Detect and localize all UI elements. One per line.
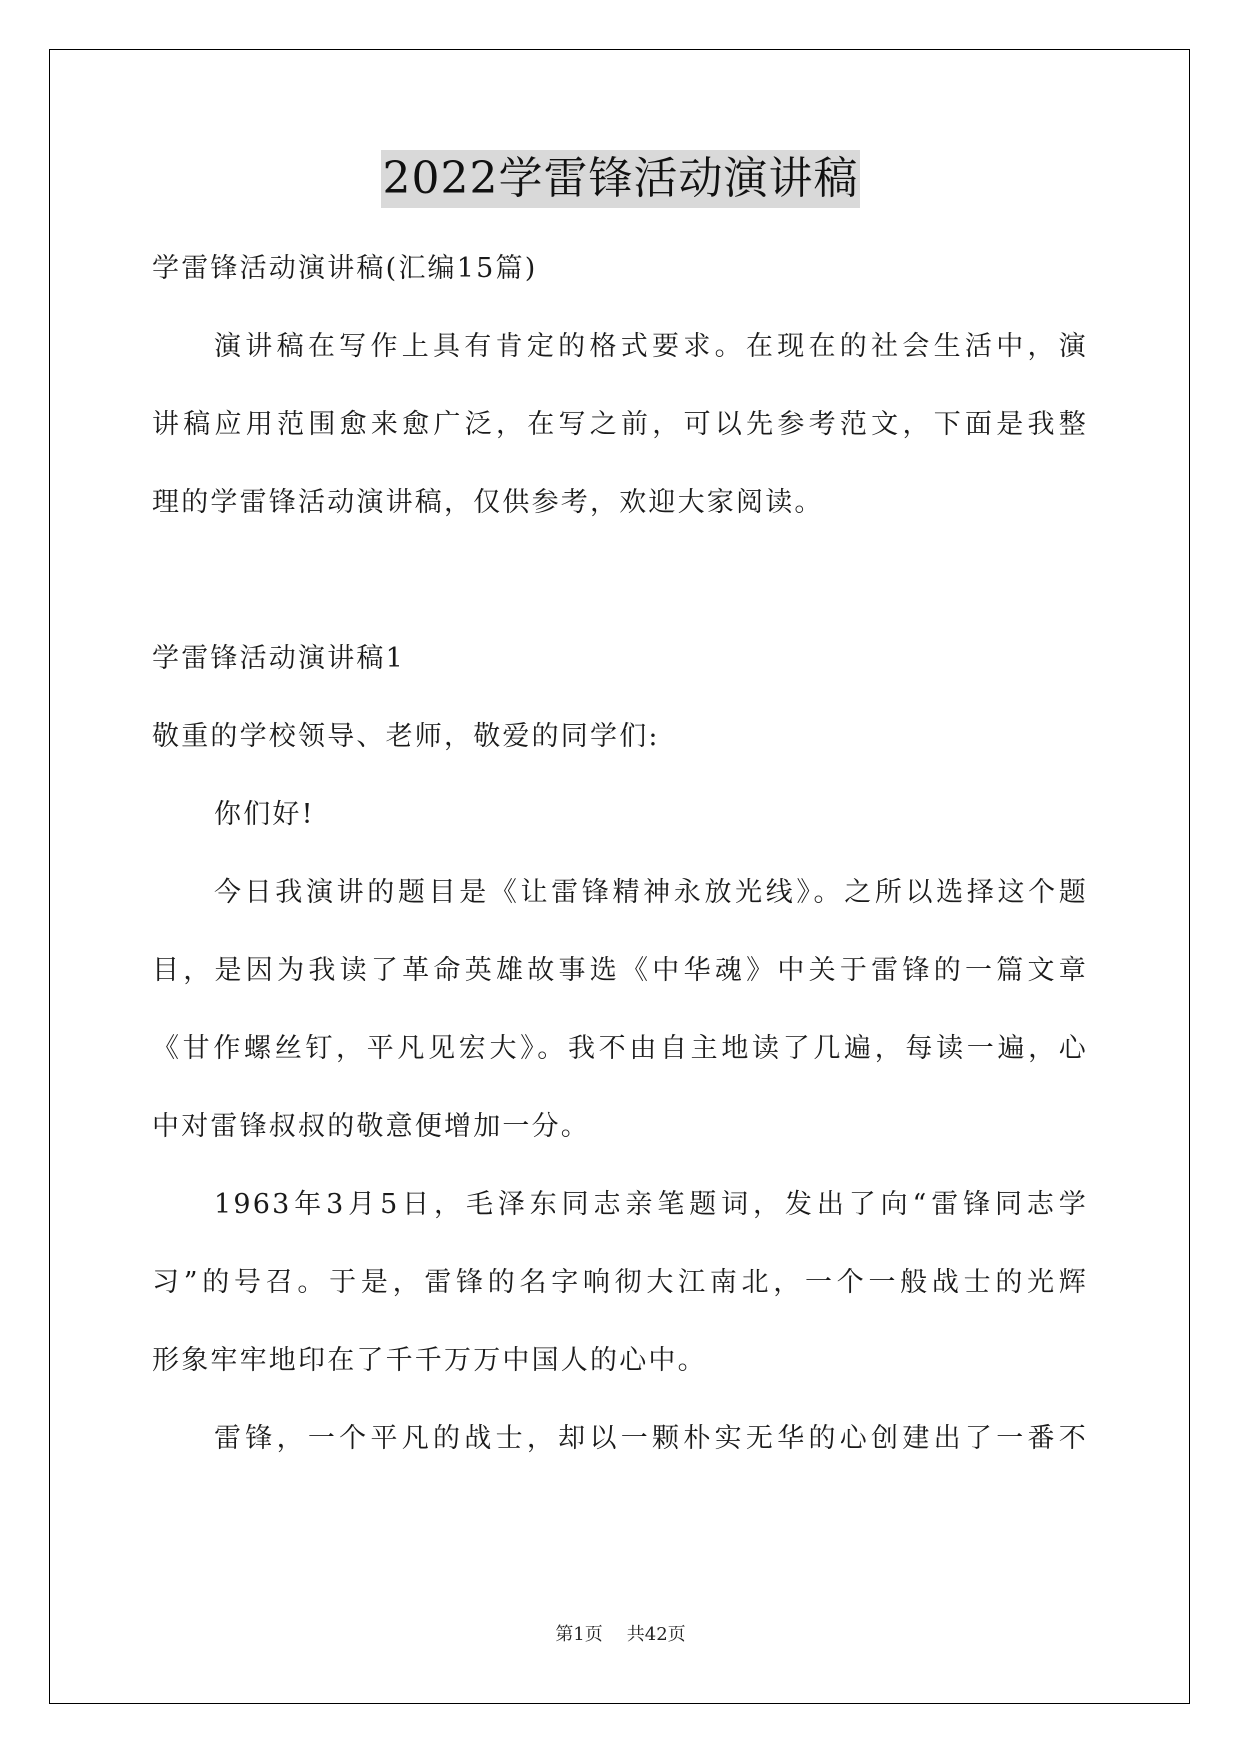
paragraph-line: 今日我演讲的题目是《让雷锋精神永放光线》。之所以选择这个题 <box>214 877 1088 908</box>
paragraph-line: 目，是因为我读了革命英雄故事选《中华魂》中关于雷锋的一篇文章 <box>152 955 1088 986</box>
intro-line: 演讲稿在写作上具有肯定的格式要求。在现在的社会生活中，演 <box>214 331 1088 362</box>
paragraph-line: 形象牢牢地印在了千千万万中国人的心中。 <box>152 1345 707 1376</box>
intro-line: 理的学雷锋活动演讲稿，仅供参考，欢迎大家阅读。 <box>152 487 824 518</box>
document-body <box>152 230 1088 1478</box>
page-number-current: 第1页 <box>555 1624 603 1645</box>
paragraph-line: 《甘作螺丝钉，平凡见宏大》。我不由自主地读了几遍，每读一遍，心 <box>152 1033 1088 1064</box>
paragraph-line: 中对雷锋叔叔的敬意便增加一分。 <box>152 1111 590 1142</box>
intro-line: 讲稿应用范围愈来愈广泛，在写之前，可以先参考范文，下面是我整 <box>152 409 1088 440</box>
title-container <box>0 150 1241 208</box>
salutation: 敬重的学校领导、老师，敬爱的同学们: <box>152 721 660 752</box>
paragraph-line: 1963年3月5日，毛泽东同志亲笔题词，发出了向“雷锋同志学 <box>214 1189 1088 1220</box>
greeting: 你们好! <box>214 799 315 830</box>
page-footer <box>0 1623 1241 1647</box>
document-subtitle: 学雷锋活动演讲稿(汇编15篇) <box>152 253 538 284</box>
page-number-total: 共42页 <box>626 1624 686 1645</box>
document-title: 2022学雷锋活动演讲稿 <box>381 150 861 208</box>
paragraph-line: 雷锋，一个平凡的战士，却以一颗朴实无华的心创建出了一番不 <box>214 1423 1088 1454</box>
section-heading: 学雷锋活动演讲稿1 <box>152 643 405 674</box>
paragraph-line: 习”的号召。于是，雷锋的名字响彻大江南北，一个一般战士的光辉 <box>152 1267 1088 1298</box>
blank-line <box>152 542 1088 620</box>
